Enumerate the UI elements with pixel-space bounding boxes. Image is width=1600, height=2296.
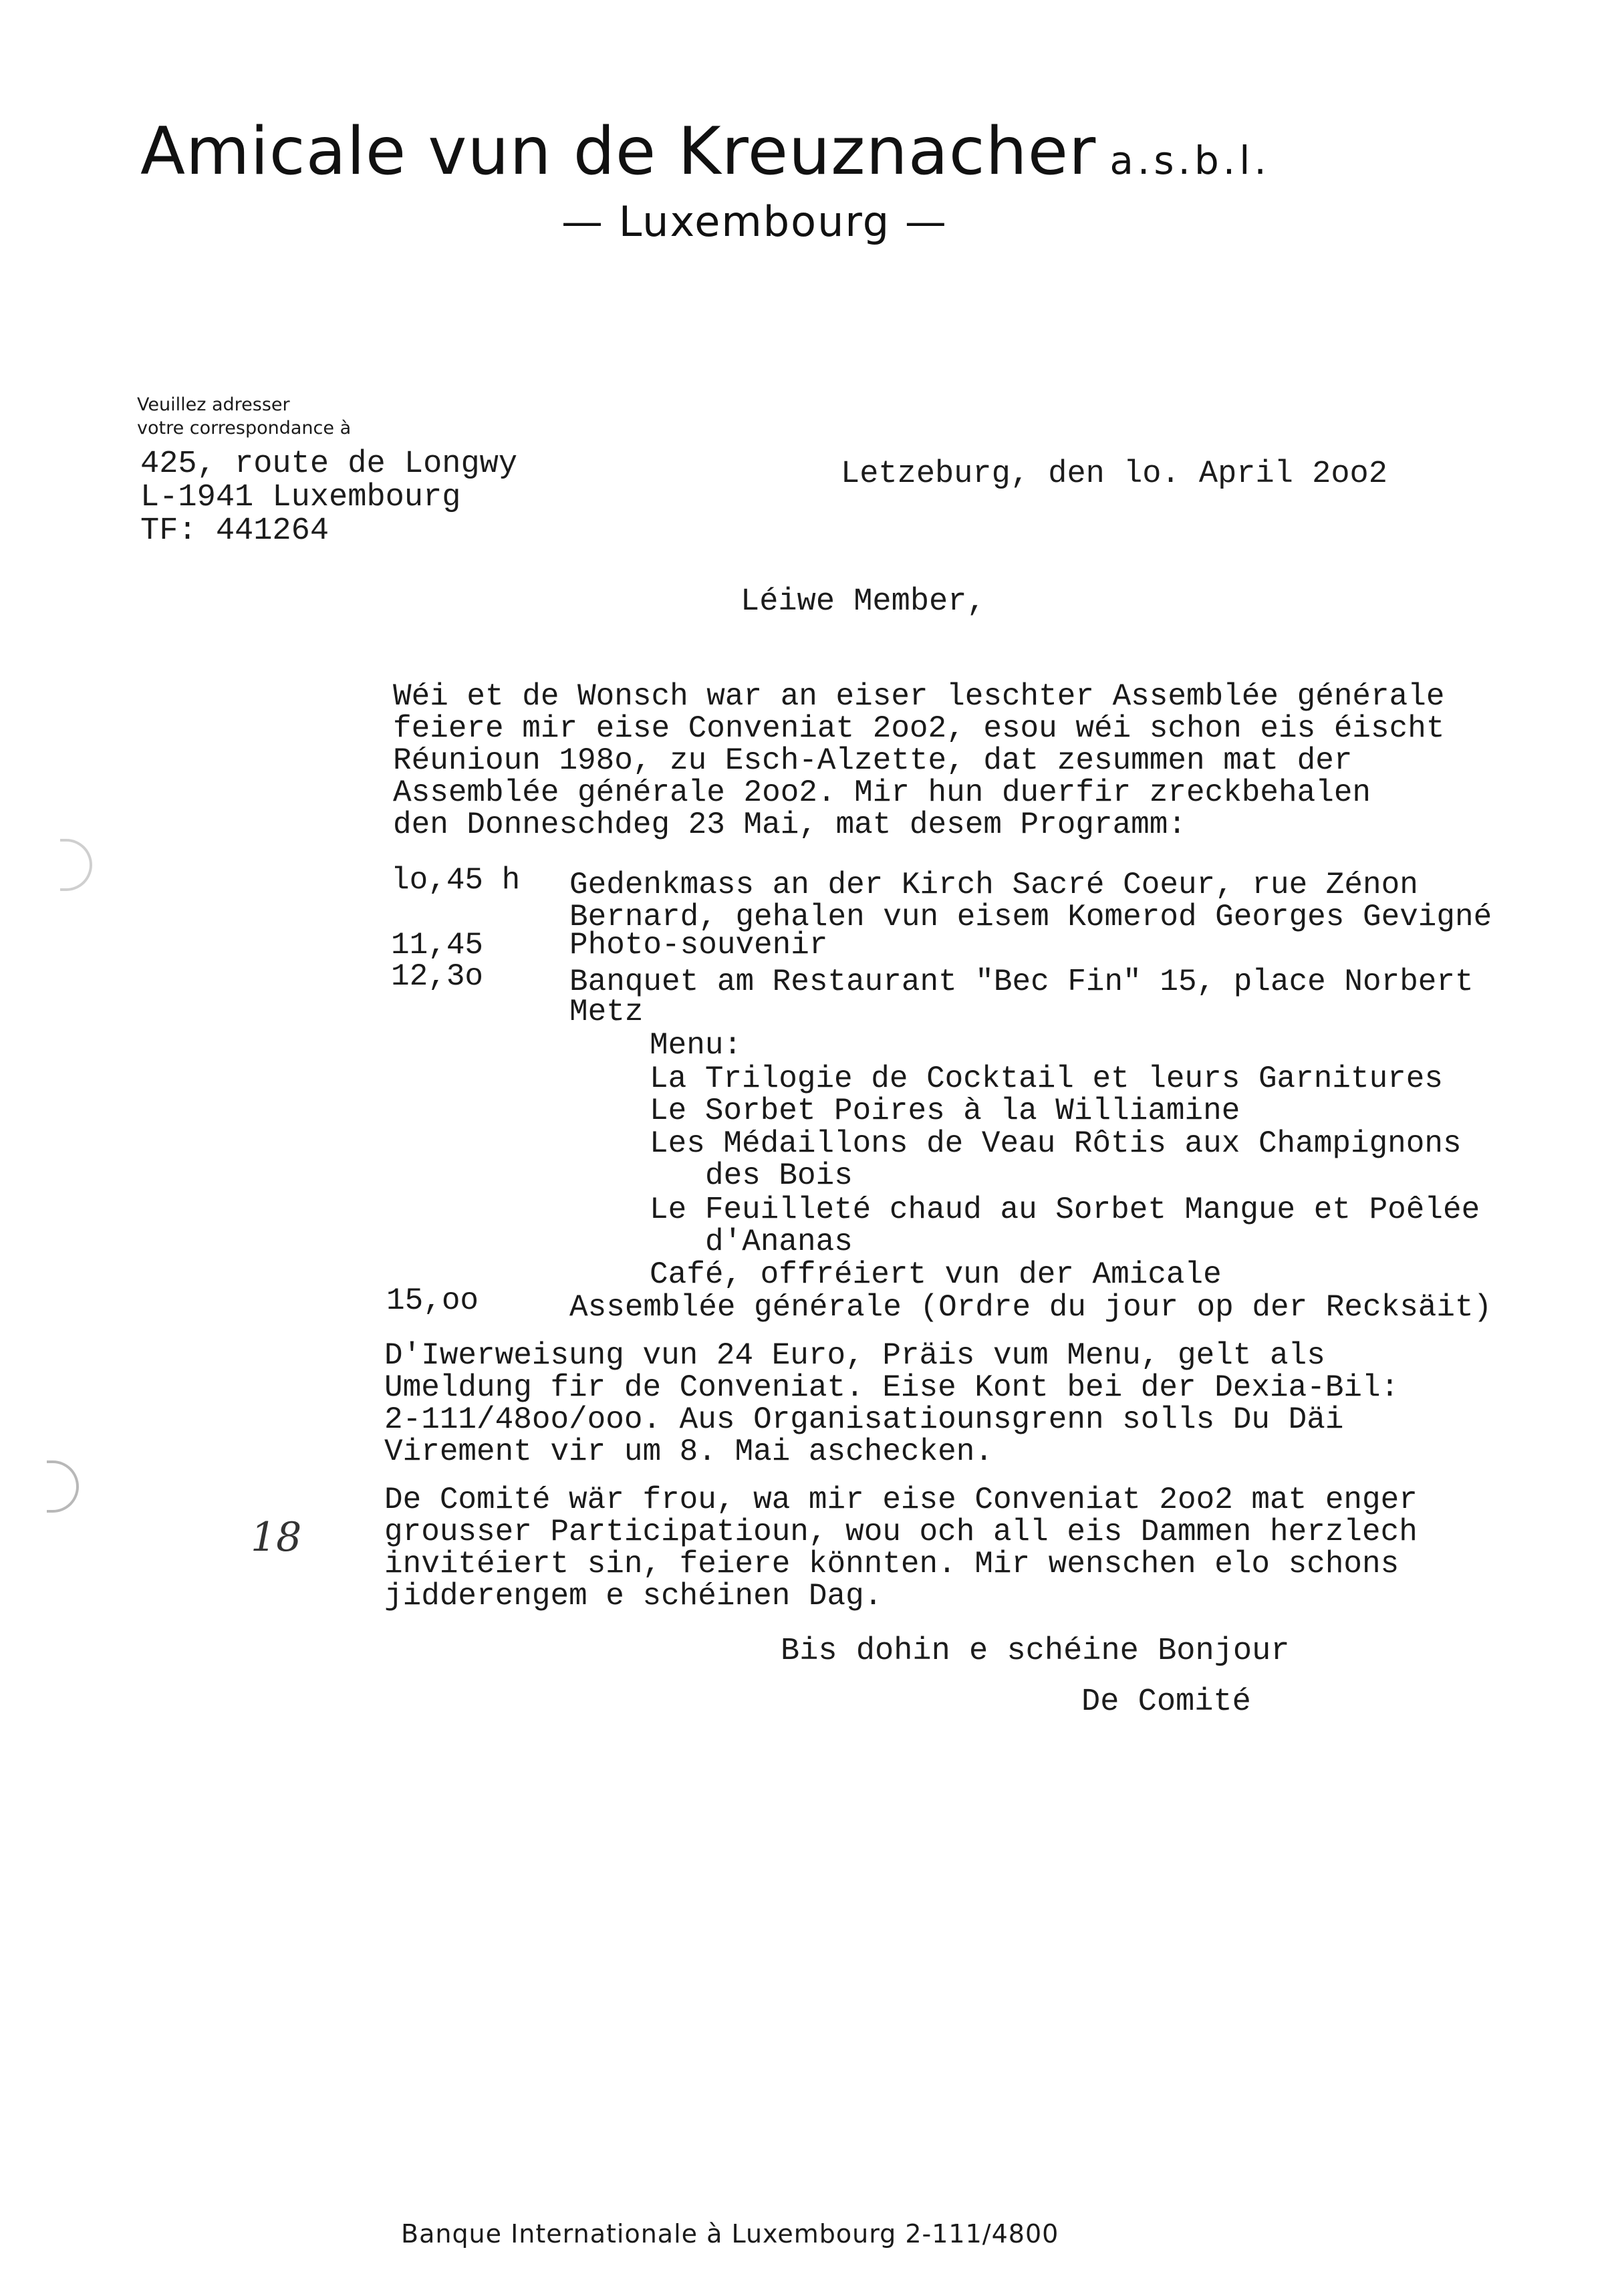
menu-item: La Trilogie de Cocktail et leurs Garnitures xyxy=(650,1061,1443,1096)
salutation: Léiwe Member, xyxy=(741,584,986,620)
program-text: Banquet am Restaurant "Bec Fin" 15, place Norbert xyxy=(569,965,1474,999)
address-postal: L-1941 Luxembourg xyxy=(140,480,461,515)
paragraph-line: D'Iwerweisung vun 24 Euro, Präis vum Menu, gelt als xyxy=(384,1338,1325,1373)
address-note-line1: Veuillez adresser xyxy=(137,394,290,415)
program-time: lo,45 h xyxy=(391,863,521,898)
menu-item: Les Médaillons de Veau Rôtis aux Champignons xyxy=(650,1126,1462,1161)
address-note-line2: votre correspondance à xyxy=(137,418,352,438)
paragraph-line: Assemblée générale 2oo2. Mir hun duerfir zreckbehalen xyxy=(393,775,1371,810)
paragraph-line: invitéiert sin, feiere könnten. Mir wenschen elo schons xyxy=(384,1547,1399,1581)
menu-item-continued: d'Ananas xyxy=(705,1225,853,1259)
closing-greeting: Bis dohin e schéine Bonjour xyxy=(781,1634,1290,1669)
handwritten-number: 18 xyxy=(251,1514,302,1561)
org-name-text: Amicale vun de Kreuznacher xyxy=(140,114,1097,190)
paragraph-line: De Comité wär frou, wa mir eise Conveniat 2oo2 mat enger xyxy=(384,1483,1418,1517)
paragraph-line: 2-111/48oo/ooo. Aus Organisatiounsgrenn solls Du Däi xyxy=(384,1402,1344,1437)
menu-item: Le Feuilleté chaud au Sorbet Mangue et Poêlée xyxy=(650,1192,1480,1227)
address-phone: TF: 441264 xyxy=(140,513,329,549)
menu-item-continued: des Bois xyxy=(705,1158,853,1193)
program-time: 11,45 xyxy=(391,928,484,963)
letterhead-city: — Luxembourg — xyxy=(561,197,948,246)
menu-item: Le Sorbet Poires à la Williamine xyxy=(650,1094,1240,1128)
program-text: Bernard, gehalen vun eisem Komerod Georges Gevigné xyxy=(569,900,1492,934)
paragraph-line: Virement vir um 8. Mai aschecken. xyxy=(384,1434,993,1469)
address-street: 425, route de Longwy xyxy=(140,447,518,482)
paragraph-line: den Donneschdeg 23 Mai, mat desem Programm: xyxy=(393,807,1186,842)
program-time: 12,3o xyxy=(391,959,484,994)
letterhead-org-name xyxy=(140,114,1271,190)
program-text: Metz xyxy=(569,995,644,1029)
paragraph-intro xyxy=(393,680,1583,841)
paragraph-line: grousser Participatioun, wou och all eis Dammen herzlech xyxy=(384,1515,1418,1549)
date-line: Letzeburg, den lo. April 2oo2 xyxy=(841,457,1387,492)
paragraph-line: Umeldung fir de Conveniat. Eise Kont bei der Dexia-Bil: xyxy=(384,1370,1399,1405)
paragraph-line: Réunioun 198o, zu Esch-Alzette, dat zesummen mat der xyxy=(393,743,1353,778)
menu-heading: Menu: xyxy=(650,1028,743,1063)
program-time: 15,oo xyxy=(386,1283,479,1318)
program-text: Photo-souvenir xyxy=(569,928,828,963)
program-text: Gedenkmass an der Kirch Sacré Coeur, rue Zénon xyxy=(569,868,1418,902)
punch-hole-mark xyxy=(47,1460,79,1513)
paragraph-line: jidderengem e schéinen Dag. xyxy=(384,1579,883,1614)
closing-signature: De Comité xyxy=(1081,1684,1251,1720)
program-text: Assemblée générale (Ordre du jour op der Recksäit) xyxy=(569,1290,1492,1325)
footer-bank-details: Banque Internationale à Luxembourg 2-111/4800 xyxy=(401,2219,1059,2249)
paragraph-line: feiere mir eise Conveniat 2oo2, esou wéi schon eis éischt xyxy=(393,711,1445,746)
org-suffix: a.s.b.l. xyxy=(1109,138,1271,183)
punch-hole-mark xyxy=(60,839,92,891)
menu-item: Café, offréiert vun der Amicale xyxy=(650,1257,1222,1292)
paragraph-line: Wéi et de Wonsch war an eiser leschter Assemblée générale xyxy=(393,679,1445,714)
paragraph-payment xyxy=(384,1340,1574,1468)
paragraph-invitation xyxy=(384,1484,1574,1612)
